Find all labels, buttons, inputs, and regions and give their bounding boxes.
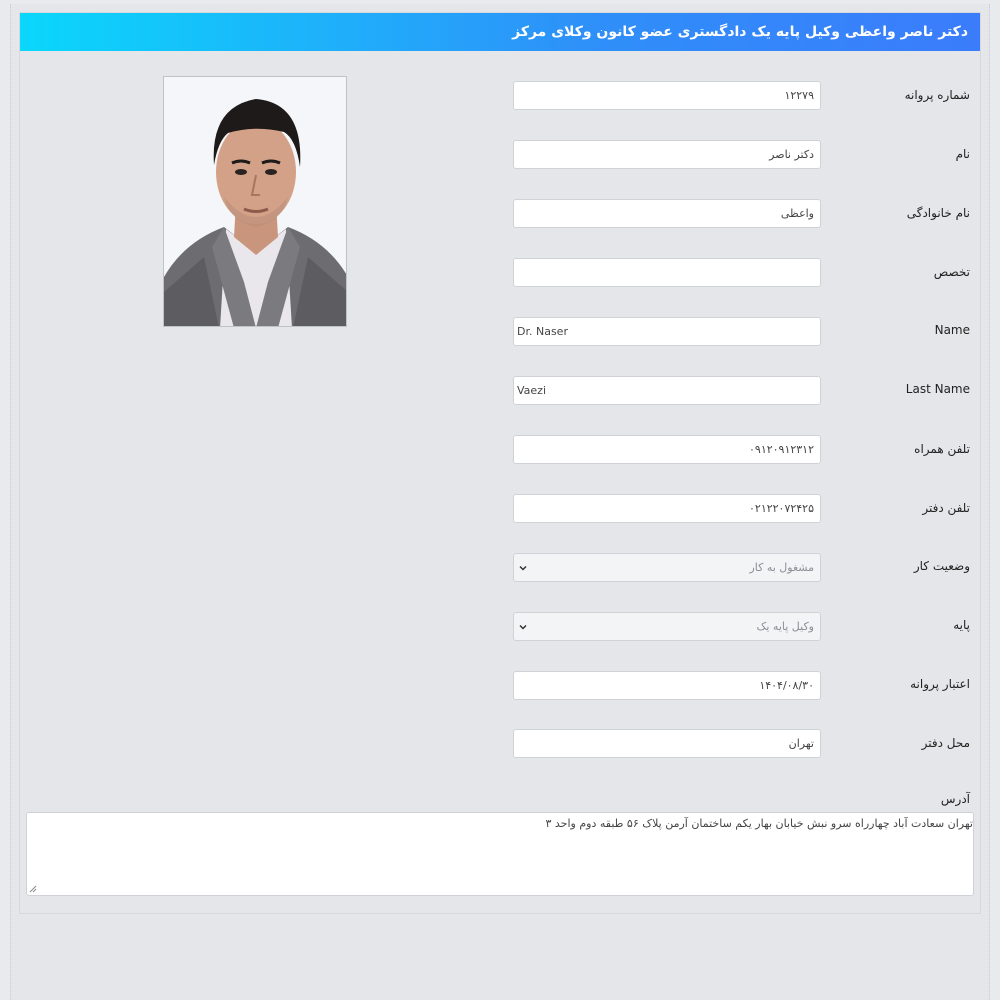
license-validity-label: اعتبار پروانه: [910, 677, 970, 691]
mobile-field[interactable]: [513, 435, 821, 464]
office-phone-label: تلفن دفتر: [922, 501, 970, 515]
license-number-field[interactable]: [513, 81, 821, 110]
office-location-field[interactable]: [513, 729, 821, 758]
work-status-value: مشغول به کار: [749, 561, 814, 574]
page: [10, 4, 990, 1000]
profile-panel: [19, 12, 981, 914]
resize-grip-icon[interactable]: [29, 885, 37, 893]
office-phone-field[interactable]: [513, 494, 821, 523]
license-number-label: شماره پروانه: [904, 88, 970, 102]
grade-label: پایه: [953, 618, 970, 632]
work-status-label: وضعیت کار: [913, 559, 970, 573]
work-status-select[interactable]: [513, 553, 821, 582]
last-name-en-label: Last Name: [905, 382, 970, 396]
first-name-label: نام: [955, 147, 970, 161]
specialty-field[interactable]: [513, 258, 821, 287]
profile-header: [20, 13, 980, 51]
office-location-label: محل دفتر: [921, 736, 970, 750]
last-name-en-field[interactable]: [513, 376, 821, 405]
chevron-down-icon: [518, 563, 528, 573]
grade-value: وکیل پایه یک: [756, 620, 814, 633]
grade-select[interactable]: [513, 612, 821, 641]
address-textarea[interactable]: [26, 812, 974, 896]
family-name-field[interactable]: [513, 199, 821, 228]
address-text: تهران سعادت آباد چهارراه سرو نبش خیابان بهار یکم ساختمان آرمن پلاک ۵۶ طبقه دوم واحد ۳: [545, 817, 973, 830]
mobile-label: تلفن همراه: [914, 442, 970, 456]
first-name-field[interactable]: [513, 140, 821, 169]
page-title: دکتر ناصر واعظی وکیل پایه یک دادگستری عضو کانون وکلای مرکز: [512, 24, 968, 40]
profile-photo-icon: [163, 76, 347, 327]
family-name-label: نام خانوادگی: [906, 206, 970, 220]
chevron-down-icon: [518, 622, 528, 632]
license-validity-field[interactable]: [513, 671, 821, 700]
address-label: آدرس: [940, 792, 970, 806]
specialty-label: تخصص: [933, 265, 970, 279]
name-en-field[interactable]: [513, 317, 821, 346]
name-en-label: Name: [934, 323, 970, 337]
